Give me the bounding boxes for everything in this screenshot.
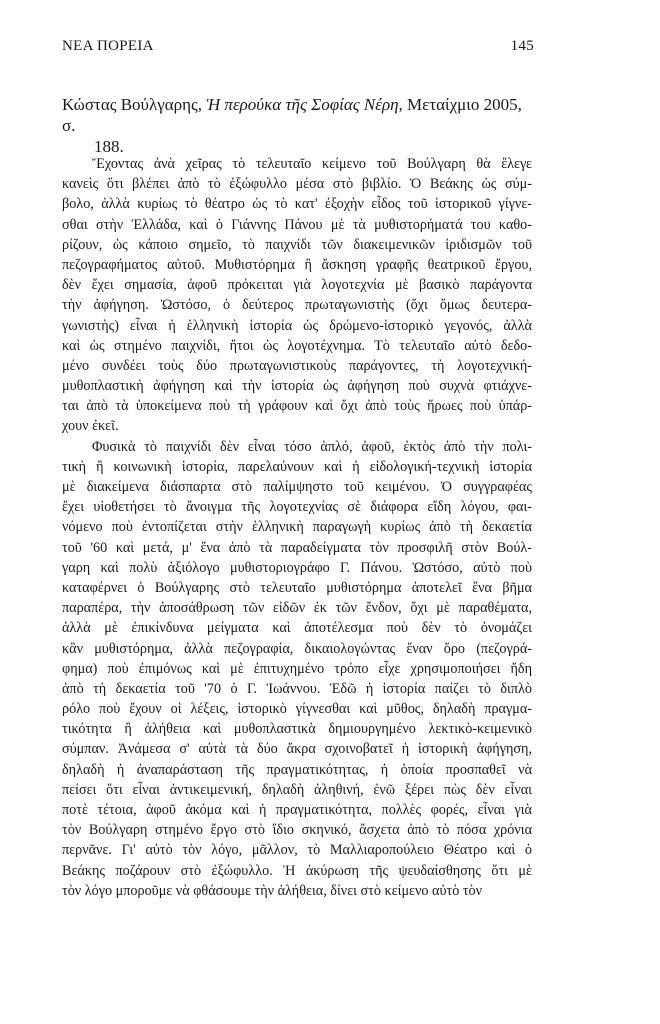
text-line: πεζογραφήματος αὐτοῦ. Μυθιστόρημα ἢ ἄσκηση γραφῆς θεατρικοῦ ἔργου, [62, 256, 532, 273]
text-line: δὲν ἔχει σημασία, ἀφοῦ πρόκειται γιὰ λογοτεχνία μὲ βασικὸ παράγοντα [62, 277, 532, 294]
text-line: ἀλλὰ μὲ ἐπικίνδυνα μείγματα καὶ ἀποτέλεσμα ποὺ δὲν τὸ ὀνομάζει [62, 620, 532, 637]
text-line: περνᾶνε. Γι' αὐτὸ τὸν λόγο, μᾶλλον, τὸ Μαλλιαροπούλειο Θέατρο καὶ ὁ [62, 842, 532, 859]
text-line: Φυσικὰ τὸ παιχνίδι δὲν εἶναι τόσο ἁπλό, ἀφοῦ, ἐκτὸς ἀπὸ τὴν πολι- [92, 438, 532, 455]
page-number: 145 [510, 38, 534, 54]
text-line: καταφέρνει ὁ Βούλγαρης στὸ τελευταῖο μυθιστόρημα ἀποτελεῖ ἕνα βῆμα [62, 579, 532, 596]
text-line: γαρη καὶ πολὺ ἀξιόλογο μυθιστοριογράφο Γ. Πάνου. Ὡστόσο, αὐτὸ ποὺ [62, 559, 532, 576]
text-line: τικὴ ἢ κοινωνικὴ ἱστορία, παρελαύνουν καὶ ἡ εἰδολογική-τεχνικὴ ἱστορία [62, 458, 532, 475]
text-line: τοῦ '60 καὶ μετά, μ' ἕνα ἀπὸ τὰ παραδείγματα τὸν προσφιλῆ στὸν Βούλ- [62, 539, 532, 556]
text-line: ρίζουν, ὡς κάποιο σημεῖο, τὸ παιχνίδι τῶν διακειμενικῶν ἱριδισμῶν τοῦ [62, 236, 532, 253]
text-line: παραπέρα, τὴν ἀποσάθρωση τῶν εἰδῶν ἐκ τῶν ἔνδον, ὄχι μὲ παραθέματα, [62, 600, 532, 617]
text-line: ται ἀπὸ τὰ ὑποκείμενα ποὺ τὴ γράφουν καὶ ὄχι ἀπὸ τοὺς ἥρωες ποὺ ὑπάρ- [62, 398, 532, 415]
text-line: τὸν λόγο μποροῦμε νὰ φθάσουμε τὴν ἀλήθεια, δίνει στὸ κείμενο αὐτὸ τὸν [62, 882, 483, 899]
text-line: δηλαδὴ ἡ ἀναπαράσταση τῆς πραγματικότητας, ἡ ὁποία προσπαθεῖ νὰ [62, 761, 532, 778]
text-line: βολο, ἀλλὰ κυρίως τὸ θέατρο ὡς τὸ κατ' ἐξοχὴν εἶδος τοῦ ἱστορικοῦ γίγνε- [62, 196, 532, 213]
text-line: καὶ ὡς στημένο παιχνίδι, ἤτοι ὡς λογοτέχνημα. Τὸ τελευταῖο αὐτὸ δεδο- [62, 337, 532, 354]
text-line: κανεὶς ὅτι βλέπει ἀπὸ τὸ ἐξώφυλλο μέσα στὸ βιβλίο. Ὁ Βεάκης ὡς σύμ- [62, 176, 532, 193]
bibliographic-citation [62, 94, 532, 157]
running-head [62, 38, 534, 58]
text-line: κἂν μυθιστόρημα, ἀλλὰ πεζογραφία, δικαιολογώντας ἕναν ὅρο (πεζογρά- [62, 640, 532, 657]
text-line: Ἔχοντας ἀνὰ χεῖρας τὸ τελευταῖο κείμενο τοῦ Βούλγαρη θὰ ἔλεγε [92, 156, 532, 172]
text-line: μυθοπλαστικὴ ἀφήγηση καὶ τὴν ἱστορία ὡς ἀφήγηση ποὺ συχνὰ φτιάχνε- [62, 378, 532, 395]
journal-title: ΝΕΑ ΠΟΡΕΙΑ [62, 38, 154, 54]
citation-book-title: Ἡ περούκα τῆς Σοφίας Νέρη [206, 95, 399, 114]
text-line: νόμενο ποὺ ἐντοπίζεται στὴν ἑλληνικὴ παραγωγὴ κυρίως ἀπὸ τὴ δεκαετία [62, 519, 532, 536]
text-line: γωνιστὴς) εἶναι ἡ ἑλληνικὴ ἱστορία ὡς δρώμενο-ἱστορικὸ γεγονός, ἀλλὰ [62, 317, 532, 334]
paragraph-2 [62, 437, 532, 901]
text-line: χουν ἐκεῖ. [62, 418, 119, 435]
text-line: σθαι στὴν Ἑλλάδα, καὶ ὁ Γιάννης Πάνου μὲ τὰ μυθιστορήματά του καθο- [62, 216, 532, 233]
citation-page: 188. [94, 137, 124, 156]
text-line: ρόλο ποὺ ἔχουν οἱ λέξεις, ἱστορικὸ γίγνεσθαι καὶ μῦθος, δηλαδὴ πραγμα- [62, 701, 532, 718]
text-line: ποτὲ τέτοια, ἀφοῦ ἀκόμα καὶ ἡ πραγματικότητα, πολλὲς φορές, εἶναι γιὰ [62, 802, 532, 818]
text-line: μένο συνδέει τοὺς δύο πρωταγωνιστικοὺς παράγοντες, τὴ λογοτεχνική- [62, 357, 532, 374]
text-line: φημα) ποὺ ἐπιμόνως καὶ μὲ ἐπιτυχημένο τρόπο εἶχε χρησιμοποιήσει ἤδη [62, 660, 532, 677]
citation-publisher: , Μεταίχμιο 2005, σ. [62, 95, 522, 135]
citation-author: Κώστας Βούλγαρης, [62, 95, 207, 114]
text-line: πείσει ὅτι εἶναι ἀντικειμενική, δηλαδὴ ἀληθινή, ἐνῶ ξέρει πὼς δὲν εἶναι [62, 781, 532, 798]
paragraph-1 [62, 154, 532, 437]
text-line: ἀπὸ τὴ δεκαετία τοῦ '70 ὁ Γ. Ἰωάννου. Ἐδῶ ἡ ἱστορία παίζει τὸ διπλὸ [62, 680, 532, 697]
text-line: μὲ διακείμενα διάσπαρτα στὸ παλίμψηστο τοῦ κειμένου. Ὁ συγγραφέας [62, 479, 532, 495]
text-line: ἔχει υἱοθετήσει τὸ ἄνοιγμα τῆς λογοτεχνίας σὲ διάφορα εἴδη λόγου, φαι- [62, 499, 532, 516]
text-line: σύμπαν. Ἀνάμεσα σ' αὐτὰ τὰ δύο ἄκρα σχοινοβατεῖ ἡ ἱστορικὴ ἀφήγηση, [62, 741, 532, 758]
text-line: τὴν ἀφήγηση. Ὡστόσο, ὁ δεύτερος πρωταγωνιστὴς (ὄχι ὅμως δευτερα- [62, 297, 532, 314]
text-line: Βεάκης ποζάρουν στὸ ἐξώφυλλο. Ἡ ἀκύρωση τῆς ψευδαίσθησης ὅτι μὲ [62, 862, 532, 879]
text-line: τικότητα ἢ ἀλήθεια καὶ μυθοπλαστικὰ δημιουργημένο λεκτικὸ-κειμενικὸ [62, 721, 532, 738]
text-line: τὸν Βούλγαρη στημένο ἔργο στὸ ἴδιο σκηνικό, ἄσχετα ἀπὸ τὸ πόσα χρόνια [62, 822, 532, 839]
review-body [62, 154, 532, 901]
